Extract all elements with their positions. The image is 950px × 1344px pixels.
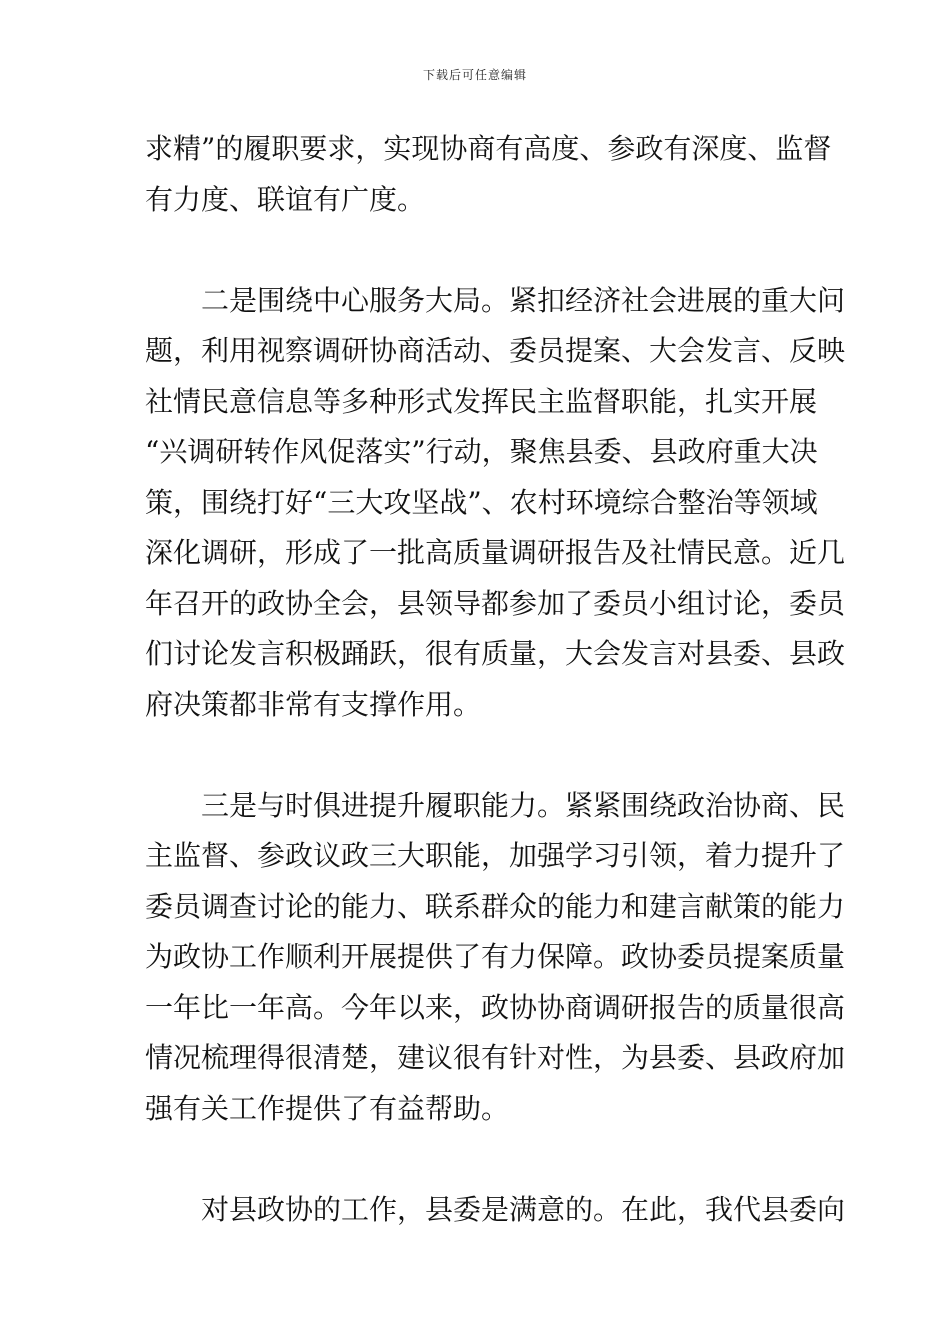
text-line: 们讨论发言积极踊跃，很有质量，大会发言对县委、县政 bbox=[145, 637, 846, 670]
text-line: 三是与时俱进提升履职能力。紧紧围绕政治协商、民 bbox=[201, 788, 846, 822]
text-line: 主监督、参政议政三大职能，加强学习引领，着力提升了 bbox=[145, 839, 846, 872]
paragraph-gap bbox=[145, 730, 810, 781]
paragraph-gap bbox=[145, 225, 810, 276]
paragraph-gap bbox=[145, 1134, 810, 1185]
paragraph bbox=[145, 781, 846, 1135]
page-header-note: 下载后可任意编辑 bbox=[422, 68, 527, 82]
paragraph bbox=[145, 276, 846, 731]
text-line: 社情民意信息等多种形式发挥民主监督职能，扎实开展 bbox=[145, 384, 818, 418]
text-line: “兴调研转作风促落实”行动，聚焦县委、县政府重大决 bbox=[145, 435, 818, 468]
text-line: 强有关工作提供了有益帮助。 bbox=[145, 1091, 510, 1125]
text-line: 年召开的政协全会，县领导都参加了委员小组讨论，委员 bbox=[145, 586, 846, 620]
document-body bbox=[145, 124, 846, 1235]
text-line: 深化调研，形成了一批高质量调研报告及社情民意。近几 bbox=[145, 536, 846, 569]
text-line: 对县政协的工作，县委是满意的。在此，我代县委向 bbox=[201, 1192, 846, 1226]
text-line: 为政协工作顺利开展提供了有力保障。政协委员提案质量 bbox=[145, 940, 846, 973]
text-line: 府决策都非常有支撑作用。 bbox=[145, 687, 482, 721]
text-line: 策，围绕打好“三大攻坚战”、农村环境综合整治等领域 bbox=[145, 485, 818, 519]
text-line: 题，利用视察调研协商活动、委员提案、大会发言、反映 bbox=[145, 334, 846, 367]
paragraph bbox=[145, 1185, 846, 1236]
text-line: 情况梳理得很清楚，建议很有针对性，为县委、县政府加 bbox=[145, 1041, 846, 1074]
text-line: 求精”的履职要求，实现协商有高度、参政有深度、监督 bbox=[145, 132, 832, 165]
text-line: 一年比一年高。今年以来，政协协商调研报告的质量很高 bbox=[145, 990, 846, 1024]
text-line: 二是围绕中心服务大局。紧扣经济社会进展的重大问 bbox=[201, 283, 846, 317]
text-line: 有力度、联谊有广度。 bbox=[145, 182, 426, 216]
paragraph bbox=[145, 124, 832, 225]
text-line: 委员调查讨论的能力、联系群众的能力和建言献策的能力 bbox=[145, 889, 846, 923]
